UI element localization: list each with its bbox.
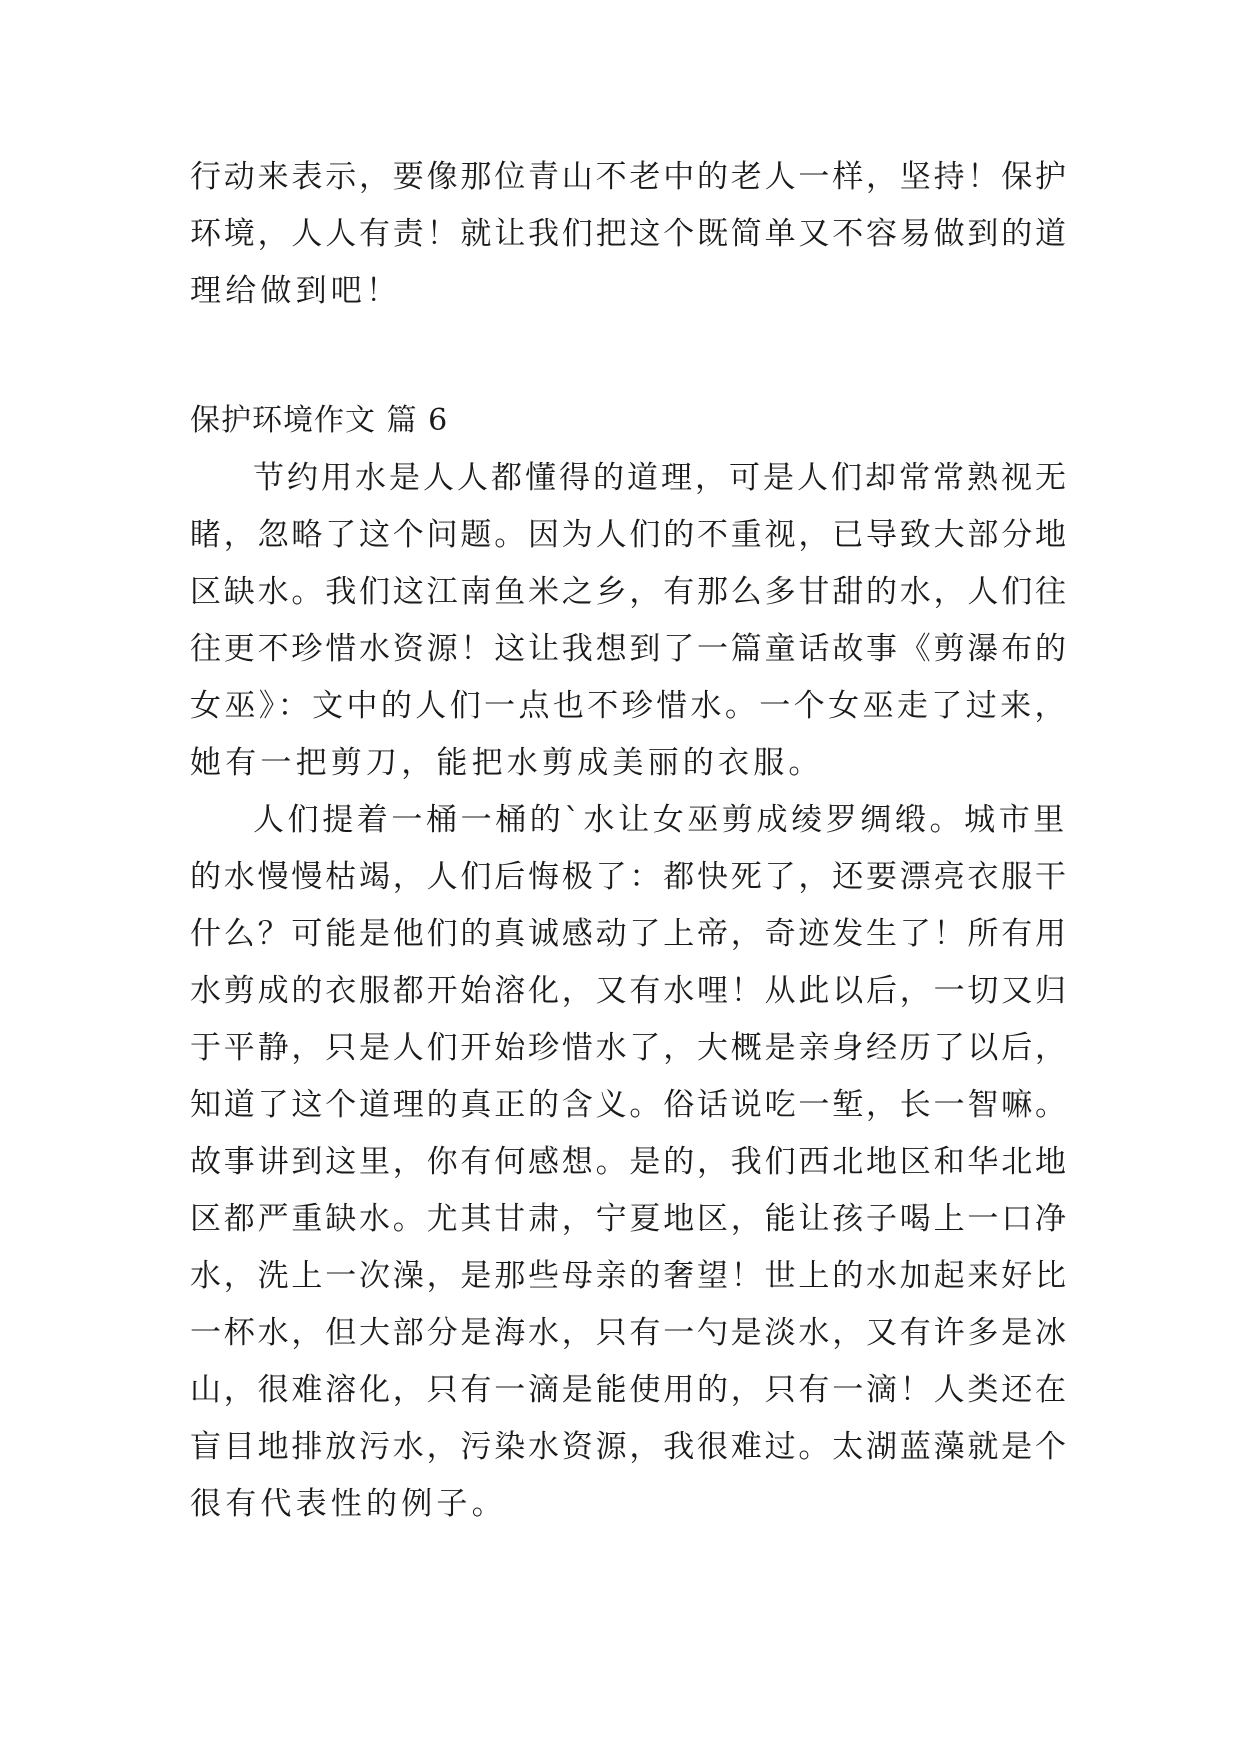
text-line: 区都严重缺水。尤其甘肃，宁夏地区，能让孩子喝上一口净 bbox=[190, 1201, 1069, 1237]
text-line: 女巫》：文中的人们一点也不珍惜水。一个女巫走了过来， bbox=[190, 688, 1069, 724]
text-line: 山，很难溶化，只有一滴是能使用的，只有一滴！人类还在 bbox=[190, 1372, 1069, 1408]
text-line: 区缺水。我们这江南鱼米之乡，有那么多甘甜的水，人们往 bbox=[190, 574, 1069, 610]
text-line: 行动来表示，要像那位青山不老中的老人一样，坚持！保护 bbox=[190, 159, 1069, 195]
text-line: 故事讲到这里，你有何感想。是的，我们西北地区和华北地 bbox=[190, 1144, 1069, 1180]
text-line: 人们提着一桶一桶的`水让女巫剪成绫罗绸缎。城市里 bbox=[253, 802, 1068, 838]
text-line: 她有一把剪刀，能把水剪成美丽的衣服。 bbox=[190, 745, 824, 781]
text-line: 于平静，只是人们开始珍惜水了，大概是亲身经历了以后， bbox=[190, 1030, 1069, 1066]
text-line: 往更不珍惜水资源！这让我想到了一篇童话故事《剪瀑布的 bbox=[190, 631, 1069, 667]
text-line: 水剪成的衣服都开始溶化，又有水哩！从此以后，一切又归 bbox=[190, 973, 1069, 1009]
text-line: 环境，人人有责！就让我们把这个既简单又不容易做到的道 bbox=[190, 216, 1069, 252]
text-line: 盲目地排放污水，污染水资源，我很难过。太湖蓝藻就是个 bbox=[190, 1429, 1069, 1465]
text-line: 一杯水，但大部分是海水，只有一勺是淡水，又有许多是冰 bbox=[190, 1315, 1069, 1351]
text-line: 理给做到吧！ bbox=[190, 273, 402, 309]
text-line: 知道了这个道理的真正的含义。俗话说吃一堑，长一智嘛。 bbox=[190, 1087, 1069, 1123]
section-title: 保护环境作文 篇 6 bbox=[190, 403, 449, 438]
text-line: 水，洗上一次澡，是那些母亲的奢望！世上的水加起来好比 bbox=[190, 1258, 1069, 1294]
text-line: 什么？可能是他们的真诚感动了上帝，奇迹发生了！所有用 bbox=[190, 916, 1069, 952]
text-line: 很有代表性的例子。 bbox=[190, 1486, 507, 1522]
text-line: 节约用水是人人都懂得的道理，可是人们却常常熟视无 bbox=[253, 460, 1069, 496]
text-line: 睹，忽略了这个问题。因为人们的不重视，已导致大部分地 bbox=[190, 517, 1069, 553]
text-line: 的水慢慢枯竭，人们后悔极了：都快死了，还要漂亮衣服干 bbox=[190, 859, 1069, 895]
